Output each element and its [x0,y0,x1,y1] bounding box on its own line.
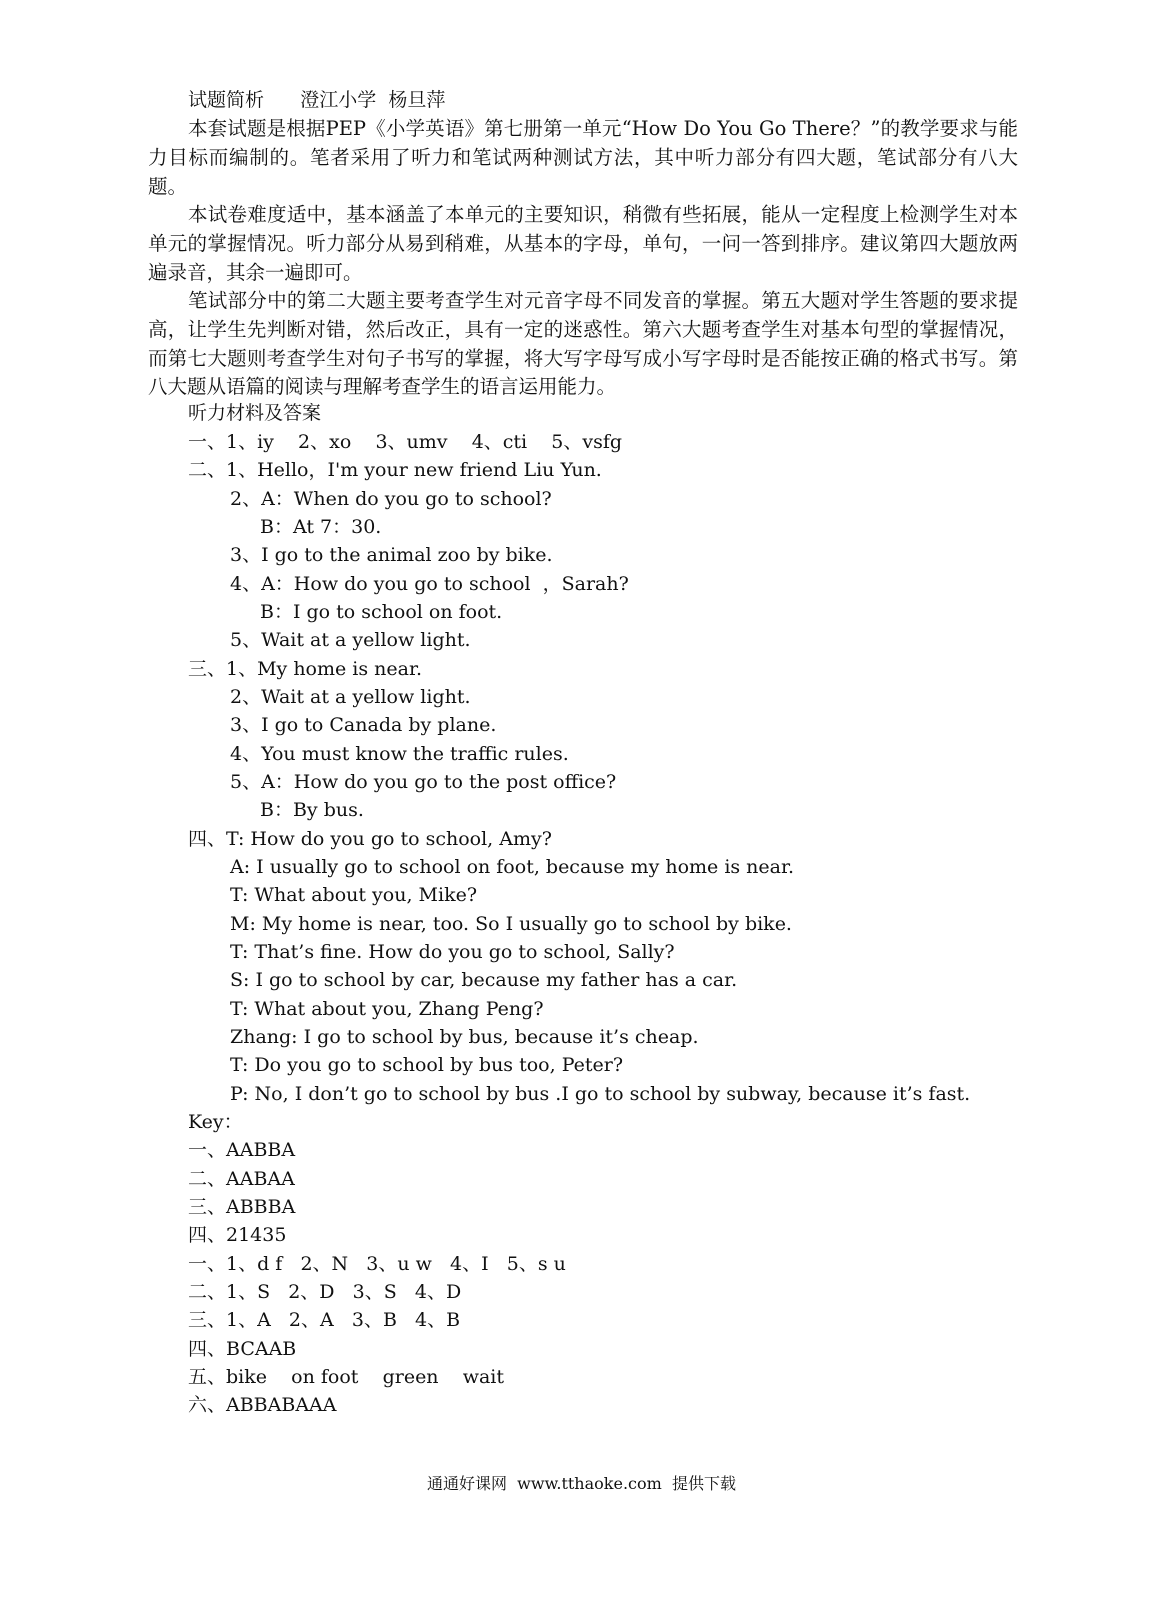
key-line: 三、ABBBA [188,1196,296,1218]
material-line: 三、1、My home is near. [188,658,423,680]
material-line: B：By bus. [260,799,364,821]
key-line: 四、21435 [188,1224,287,1246]
key-line: 四、BCAAB [188,1338,297,1360]
material-line: T: Do you go to school by bus too, Peter? [230,1054,624,1076]
material-line: 4、A：How do you go to school ，Sarah? [230,573,629,595]
material-line: 二、1、Hello，I'm your new friend Liu Yun. [188,459,602,481]
material-line: P: No, I don’t go to school by bus .I go to school by subway, because it’s fast. [230,1083,971,1105]
materials-heading: 听力材料及答案 [188,402,322,424]
material-line: 2、A：When do you go to school? [230,488,552,510]
material-line: 2、Wait at a yellow light. [230,686,471,708]
material-line: B：I go to school on foot. [260,601,503,623]
material-line: 四、T: How do you go to school, Amy? [188,828,552,850]
key-line: 六、ABBABAAA [188,1394,337,1416]
key-line: 二、1、S 2、D 3、S 4、D [188,1281,462,1303]
key-heading: Key： [188,1111,243,1133]
material-line: T: What about you, Zhang Peng? [230,998,544,1020]
key-line: 一、1、d f 2、N 3、u w 4、I 5、s u [188,1253,566,1275]
material-line: Zhang: I go to school by bus, because it’s cheap. [230,1026,699,1048]
page-footer: 通通好课网 www.tthaoke.com 提供下载 [427,1474,736,1493]
intro-paragraph-2: 本试卷难度适中，基本涵盖了本单元的主要知识，稍微有些拓展，能从一定程度上检测学生对本单元的掌握情况。听力部分从易到稍难，从基本的字母，单句，一问一答到排序。建议第四大题放两遍录音，其余一遍即可。 [148,203,1018,284]
material-line: 5、A：How do you go to the post office? [230,771,617,793]
document-title: 试题简析 澄江小学 杨旦萍 [188,89,446,111]
material-line: T: What about you, Mike? [230,884,478,906]
key-line: 五、bike on foot green wait [188,1366,505,1388]
material-line: 5、Wait at a yellow light. [230,629,471,651]
material-line: 3、I go to Canada by plane. [230,714,497,736]
material-line: S: I go to school by car, because my father has a car. [230,969,738,991]
intro-paragraph-3: 笔试部分中的第二大题主要考查学生对元音字母不同发音的掌握。第五大题对学生答题的要求提高，让学生先判断对错，然后改正，具有一定的迷惑性。第六大题考查学生对基本句型的掌握情况，而第七大题则考查学生对句子书写的掌握，将大写字母写成小写字母时是否能按正确的格式书写。第八大题从语篇的阅读与理解考查学生的语言运用能力。 [148,289,1018,399]
material-line: 3、I go to the animal zoo by bike. [230,544,553,566]
material-line: 4、You must know the traffic rules. [230,743,569,765]
intro-paragraph-1: 本套试题是根据PEP《小学英语》第七册第一单元“How Do You Go There？”的教学要求与能力目标而编制的。笔者采用了听力和笔试两种测试方法，其中听力部分有四大题，笔试部分有八大题。 [148,117,1018,198]
key-line: 一、AABBA [188,1139,296,1161]
key-line: 三、1、A 2、A 3、B 4、B [188,1309,461,1331]
key-line: 二、AABAA [188,1168,295,1190]
material-line: M: My home is near, too. So I usually go to school by bike. [230,913,792,935]
material-line: T: That’s fine. How do you go to school, Sally? [230,941,675,963]
material-line: 一、1、iy 2、xo 3、umv 4、cti 5、vsfg [188,431,623,453]
material-line: A: I usually go to school on foot, because my home is near. [230,856,795,878]
material-line: B：At 7：30. [260,516,382,538]
